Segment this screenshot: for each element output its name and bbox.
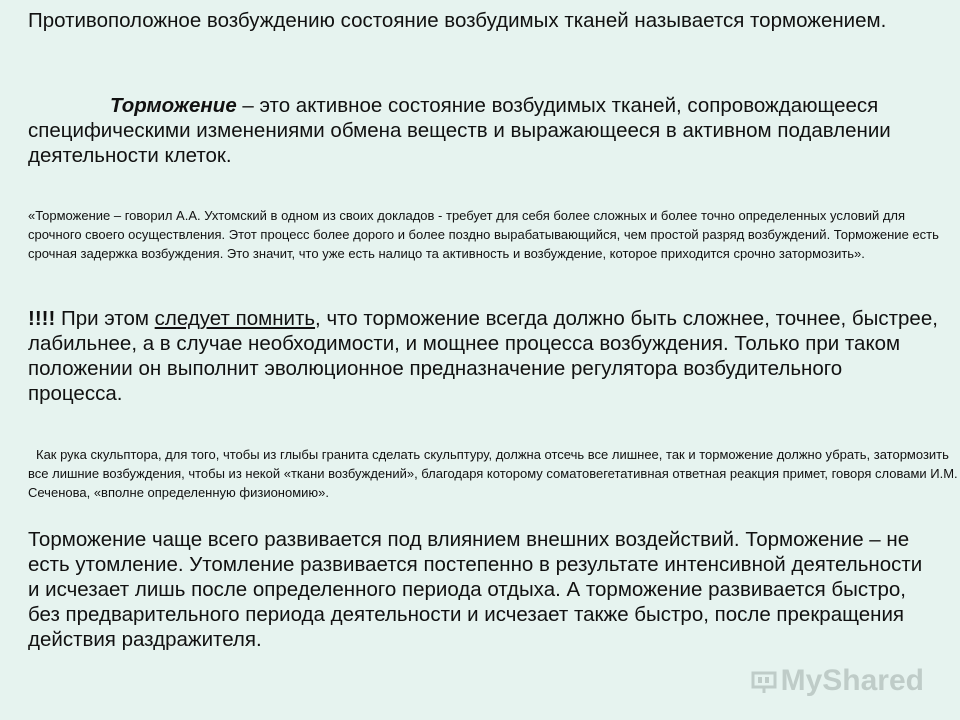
watermark-text: MyShared [780,664,924,697]
sculptor-paragraph [28,445,958,502]
exclamation-mark: !!!! [28,307,56,330]
sculptor-text: Как рука скульптора, для того, чтобы из глыбы гранита сделать скульптуру, должна отсечь все лишнее, так и торможение должно убрать, затормозить все лишние возбуждения, чтобы из некой «ткани возбуждений», благодаря которому соматовегетативная ответная реакция примет, говоря словами И.М. Сеченова, «вполне определенную физиономию». [28,447,958,500]
remember-underlined: следует помнить [154,307,316,330]
definition-term: Торможение [110,94,237,117]
remember-paragraph [28,306,938,406]
remember-lead: При этом [55,307,155,330]
remember-text: , что торможение всегда должно быть сложнее, точнее, быстрее, лабильнее, а в случае необходимости, и мощнее процесса возбуждения. Только при таком положении он выполнит эволюционное предназначение регулятора возбудительного процесса. [28,307,938,405]
presentation-icon [751,668,777,694]
watermark [751,664,924,698]
definition-paragraph [28,93,928,168]
ukhtomsky-quote: «Торможение – говорил А.А. Ухтомский в одном из своих докладов - требует для себя более сложных и более точно определенных условий для срочного своего осуществления. Этот процесс более дорого и более поздно вырабатывающийся, чем простой разряд возбуждений. Торможение есть срочная задержка возбуждения. Это значит, что уже есть налицо та активность и возбуждение, которое приходится срочно затормозить». [28,208,939,261]
intro-paragraph: Противоположное возбуждению состояние возбудимых тканей называется торможением. [28,9,887,32]
conclusion-paragraph: Торможение чаще всего развивается под влиянием внешних воздействий. Торможение – не есть утомление. Утомление развивается постепенно в результате интенсивной деятельности и исчезает лишь после определенного периода отдыха. А торможение развивается быстро, без предварительного периода деятельности и исчезает также быстро, после прекращения действия раздражителя. [28,528,923,651]
definition-text: – это активное состояние возбудимых тканей, сопровождающееся специфическими изменениями обмена веществ и выражающееся в активном подавлении деятельности клеток. [28,94,891,167]
